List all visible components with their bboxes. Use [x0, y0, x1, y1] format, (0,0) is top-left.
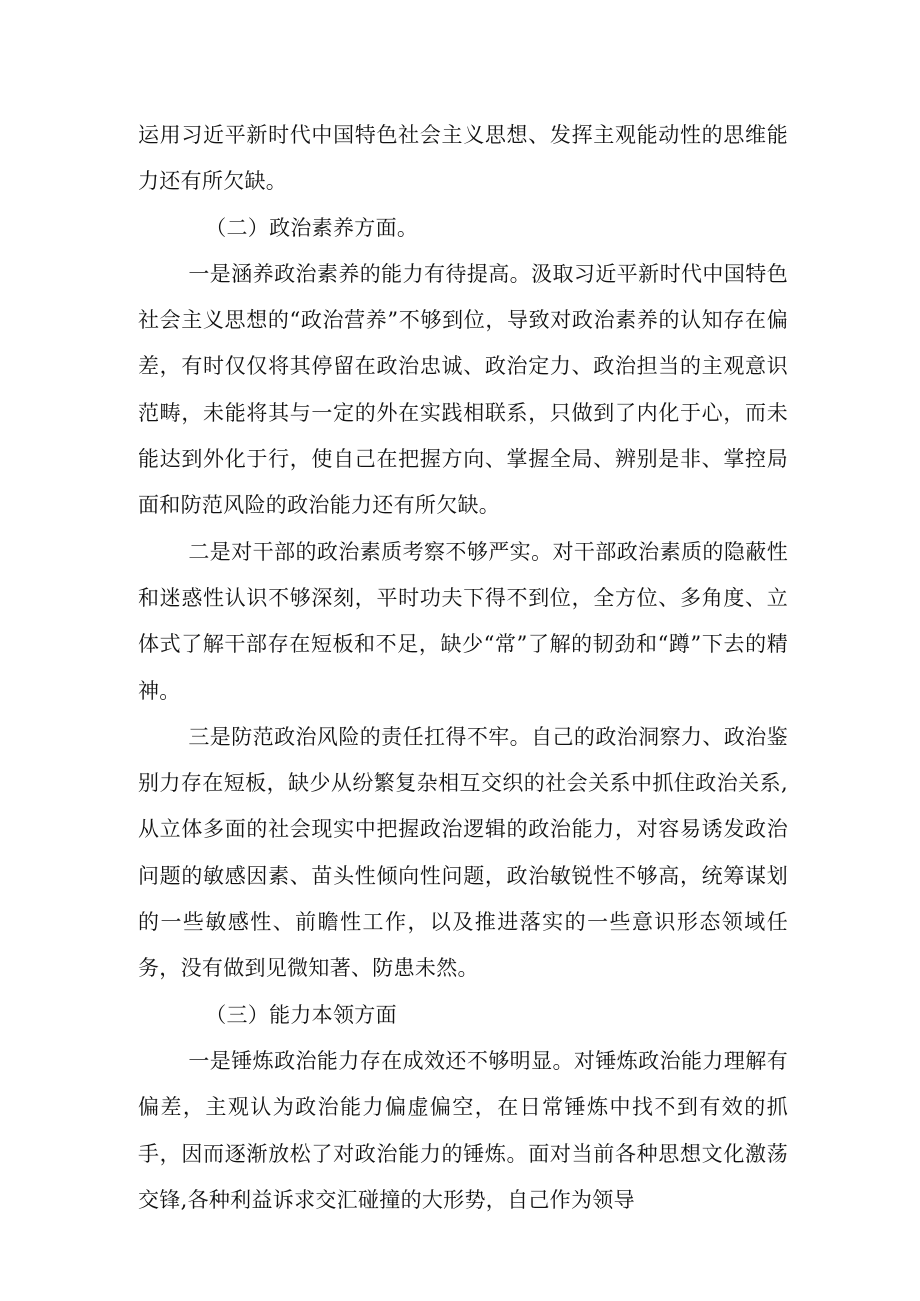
paragraph-cultivating-literacy: 一是涵养政治素养的能力有待提高。汲取习近平新时代中国特色社会主义思想的“政治营养”不够到位，导致对政治素养的认知存在偏差，有时仅仅将其停留在政治忠诚、政治定力、政治担当的主观意识范畴，未能将其与一定的外在实践相联系，只做到了内化于心，而未能达到外化于行，使自己在把握方向、掌握全局、辨别是非、掌控局面和防范风险的政治能力还有所欠缺。	[138, 261, 788, 518]
paragraph-political-risk: 三是防范政治风险的责任扛得不牢。自己的政治洞察力、政治鉴别力存在短板，缺少从纷繁复杂相互交织的社会关系中抓住政治关系,从立体多面的社会现实中把握政治逻辑的政治能力，对容易诱发政治问题的敏感因素、苗头性倾向性问题，政治敏锐性不够高，统筹谋划的一些敏感性、前瞻性工作，以及推进落实的一些意识形态领域任务，没有做到见微知著、防患未然。	[138, 724, 788, 981]
section-heading-political-literacy: （二）政治素养方面。	[205, 215, 419, 240]
paragraph-cadre-inspection: 二是对干部的政治素质考察不够严实。对干部政治素质的隐蔽性和迷惑性认识不够深刻，平时功夫下得不到位，全方位、多角度、立体式了解干部存在短板和不足，缺少“常”了解的韧劲和“蹲”下去的精神。	[138, 539, 788, 703]
paragraph-continuation: 运用习近平新时代中国特色社会主义思想、发挥主观能动性的思维能力还有所欠缺。	[138, 123, 788, 194]
paragraph-political-ability: 一是锤炼政治能力存在成效还不够明显。对锤炼政治能力理解有偏差，主观认为政治能力偏虚偏空，在日常锤炼中找不到有效的抓手，因而逐渐放松了对政治能力的锤炼。面对当前各种思想文化激荡交锋,各种利益诉求交汇碰撞的大形势，自己作为领导	[138, 1048, 788, 1212]
document-body	[138, 112, 788, 1223]
section-heading-capability: （三）能力本领方面	[205, 1002, 397, 1027]
